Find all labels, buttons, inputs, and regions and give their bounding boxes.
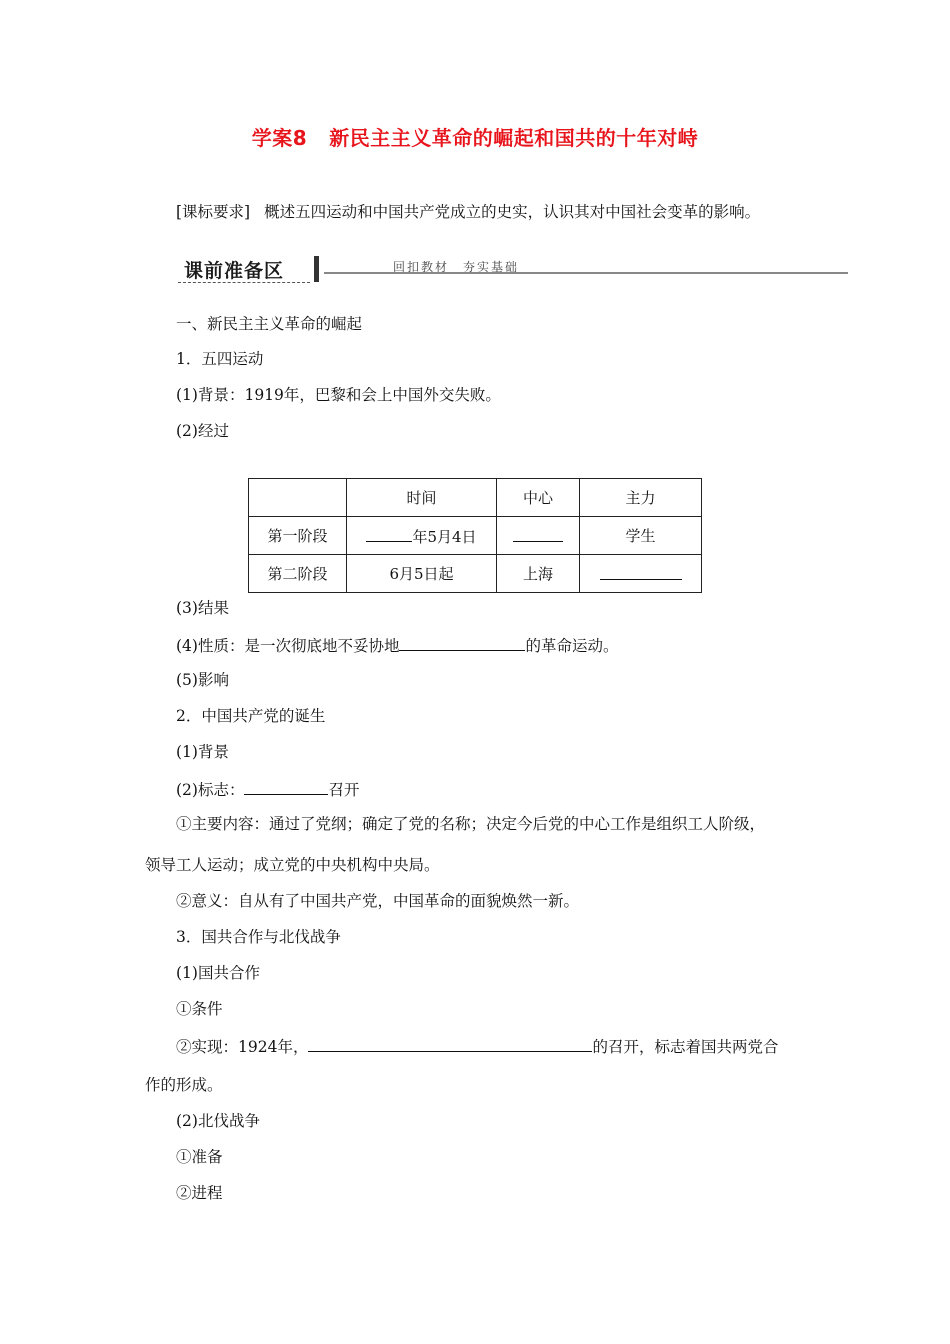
main-content-line-cont: 领导工人运动；成立党的中央机构中央局。 xyxy=(145,856,440,874)
section-header xyxy=(178,254,848,288)
process-line: (2)经过 xyxy=(176,422,229,440)
cpc-sign-line xyxy=(176,778,359,800)
lesson-title: 新民主主义革命的崛起和国共的十年对峙 xyxy=(329,126,699,150)
lesson-number: 学案8 xyxy=(251,126,308,150)
fill-blank[interactable] xyxy=(244,778,328,795)
heading-cpc-birth: 2．中国共产党的诞生 xyxy=(176,707,326,725)
realization-prefix: ②实现：1924年， xyxy=(176,1038,309,1056)
fill-blank[interactable] xyxy=(513,525,563,542)
page-title xyxy=(0,122,950,151)
section-underline xyxy=(178,282,310,283)
fill-blank[interactable] xyxy=(366,525,412,542)
heading-may-fourth: 1．五四运动 xyxy=(176,350,264,368)
fill-blank[interactable] xyxy=(399,634,525,651)
realization-line-cont: 作的形成。 xyxy=(145,1076,223,1094)
table-cell xyxy=(347,517,497,555)
section-label: 课前准备区 xyxy=(184,260,285,282)
cpc-background-line: (1)背景 xyxy=(176,743,229,761)
table-cell: 上海 xyxy=(497,555,580,593)
table-header-row xyxy=(249,479,702,517)
table-cell xyxy=(580,555,702,593)
table-cell: 第二阶段 xyxy=(249,555,347,593)
influence-line: (5)影响 xyxy=(176,671,229,689)
table-header-cell xyxy=(249,479,347,517)
result-line: (3)结果 xyxy=(176,599,229,617)
nature-line xyxy=(176,634,618,656)
table-cell xyxy=(497,517,580,555)
time-suffix: 年5月4日 xyxy=(412,527,477,546)
heading-cooperation: 3．国共合作与北伐战争 xyxy=(176,928,341,946)
nature-suffix: 的革命运动。 xyxy=(525,637,619,655)
realization-suffix: 的召开，标志着国共两党合 xyxy=(592,1038,779,1056)
table-header-cell: 时间 xyxy=(347,479,497,517)
requirement-label: [课标要求] xyxy=(176,203,251,221)
heading-new-democratic: 一、新民主主义革命的崛起 xyxy=(176,315,363,333)
preparation-line: ①准备 xyxy=(176,1148,223,1166)
main-content-line: ①主要内容：通过了党纲；确定了党的名称；决定今后党的中心工作是组织工人阶级， xyxy=(176,815,766,833)
table-row xyxy=(249,555,702,593)
northern-expedition-line: (2)北伐战争 xyxy=(176,1112,260,1130)
fill-blank[interactable] xyxy=(308,1035,592,1052)
section-subtitle: 回扣教材 夯实基础 xyxy=(393,260,520,274)
requirement-text: 概述五四运动和中国共产党成立的史实，认识其对中国社会变革的影响。 xyxy=(264,203,761,221)
cooperation-line: (1)国共合作 xyxy=(176,964,260,982)
sign-prefix: (2)标志： xyxy=(176,781,245,799)
background-line: (1)背景：1919年，巴黎和会上中国外交失败。 xyxy=(176,386,501,404)
table-cell: 第一阶段 xyxy=(249,517,347,555)
realization-line xyxy=(176,1035,778,1057)
sign-suffix: 召开 xyxy=(328,781,360,799)
fill-blank[interactable] xyxy=(600,563,682,580)
nature-prefix: (4)性质：是一次彻底地不妥协地 xyxy=(176,637,400,655)
table-row xyxy=(249,517,702,555)
may-fourth-table xyxy=(248,478,702,593)
conditions-line: ①条件 xyxy=(176,1000,223,1018)
table-header-cell: 中心 xyxy=(497,479,580,517)
curriculum-requirement xyxy=(176,202,760,222)
table-cell: 6月5日起 xyxy=(347,555,497,593)
progress-line: ②进程 xyxy=(176,1184,223,1202)
significance-line: ②意义：自从有了中国共产党，中国革命的面貌焕然一新。 xyxy=(176,892,580,910)
table-header-cell: 主力 xyxy=(580,479,702,517)
section-divider xyxy=(314,256,319,282)
table-cell: 学生 xyxy=(580,517,702,555)
